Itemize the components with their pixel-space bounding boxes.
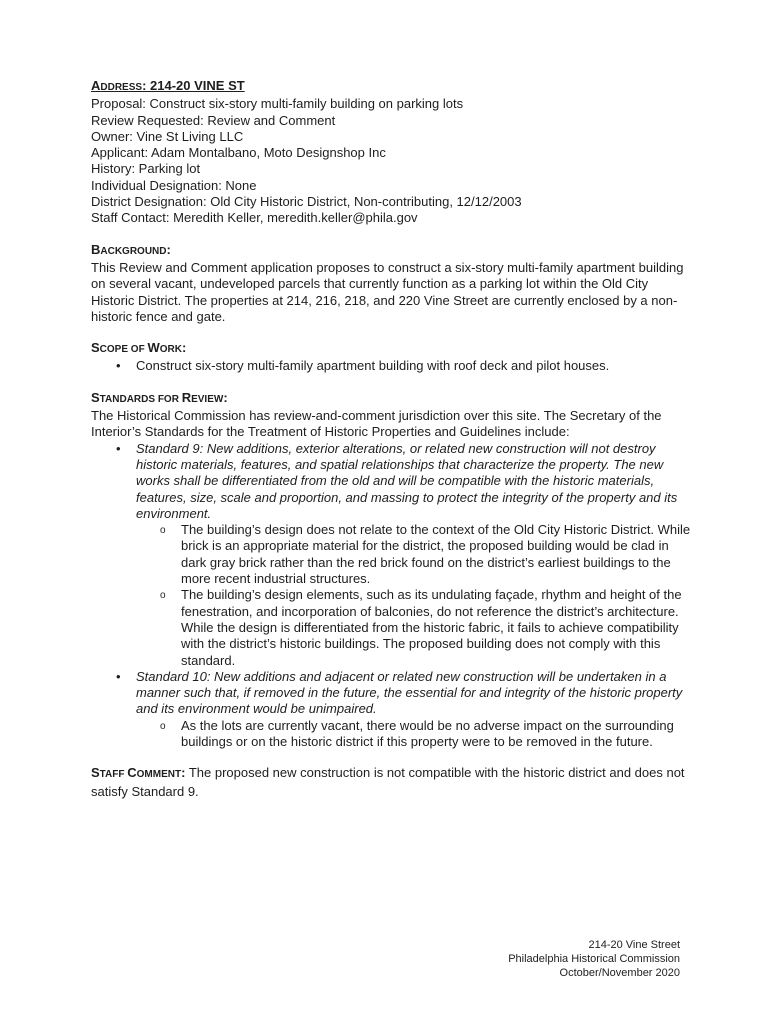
- standard-9-finding: o The building’s design elements, such as its undulating façade, rhythm and height of the fenestration, and incorporation of balconies, do not reference the district’s architecture. While the design is differentiated from the historic fabric, it fails to achieve compatibility with the district’s historic buildings. The proposed building does not comply with this standard.: [136, 587, 691, 668]
- detail-history: History: Parking lot: [91, 161, 201, 177]
- staff-comment-heading: STAFF COMMENT:: [91, 765, 186, 781]
- background-heading: BACKGROUND:: [91, 241, 171, 257]
- standards-intro: The Historical Commission has review-and-comment jurisdiction over this site. The Secretary of the Interior’s Standards for the Treatment of Historic Properties and Guidelines include:: [91, 408, 662, 440]
- staff-comment-text: The proposed new construction is not compatible with the historic district and does not satisfy Standard 9.: [91, 765, 685, 799]
- standard-9-text: Standard 9: New additions, exterior alterations, or related new construction will not destroy historic materials, features, and spatial relationships that characterize the property. The new works shall be differentiated from the old and will be compatible with the historic materials, features, size, scale and proportion, and massing to protect the integrity of the property and its environment.: [136, 440, 678, 521]
- standards-heading: STANDARDS FOR REVIEW:: [91, 389, 228, 405]
- page-footer: [508, 938, 680, 980]
- staff-comment: [91, 765, 691, 800]
- document-body: [91, 78, 691, 800]
- footer-organization: Philadelphia Historical Commission: [508, 953, 680, 965]
- detail-district-designation: District Designation: Old City Historic District, Non-contributing, 12/12/2003: [91, 194, 522, 210]
- scope-heading: SCOPE OF WORK:: [91, 340, 187, 356]
- standard-9-item: [91, 441, 691, 669]
- address-heading: ADDRESS: 214-20 VINE ST: [91, 78, 245, 93]
- standard-10-findings: [136, 718, 691, 751]
- detail-owner: Owner: Vine St Living LLC: [91, 128, 244, 144]
- standards-list: [91, 441, 691, 751]
- standard-10-finding: o As the lots are currently vacant, there would be no adverse impact on the surrounding buildings or on the historic district if this property were to be removed in the future.: [136, 718, 691, 751]
- standard-9-finding: o The building’s design does not relate to the context of the Old City Historic District. While brick is an appropriate material for the district, the proposed building would be clad in dark gray brick rather than the red brick found on the district’s earliest buildings to the more recent industrial structures.: [136, 522, 691, 587]
- footer-date: October/November 2020: [559, 967, 680, 979]
- standard-10-item: [91, 669, 691, 750]
- scope-list: [91, 358, 691, 374]
- detail-review-requested: Review Requested: Review and Comment: [91, 112, 336, 128]
- background-text: This Review and Comment application proposes to construct a six-story multi-family apartment building on several vacant, undeveloped parcels that currently function as a parking lot within the Old City Historic District. The properties at 214, 216, 218, and 220 Vine Street are currently enclosed by a non-historic fence and gate.: [91, 259, 684, 324]
- detail-staff-contact: Staff Contact: Meredith Keller, meredith.keller@phila.gov: [91, 210, 418, 226]
- detail-individual-designation: Individual Designation: None: [91, 177, 257, 193]
- scope-item: • Construct six-story multi-family apartment building with roof deck and pilot houses.: [91, 358, 691, 374]
- standard-9-findings: [136, 522, 691, 669]
- standard-10-text: Standard 10: New additions and adjacent or related new construction will be undertaken in a manner such that, if removed in the future, the essential for and integrity of the historic property and its environment would be unimpaired.: [136, 668, 683, 717]
- detail-proposal: Proposal: Construct six-story multi-family building on parking lots: [91, 96, 464, 112]
- detail-applicant: Applicant: Adam Montalbano, Moto Designshop Inc: [91, 145, 386, 161]
- footer-address: 214-20 Vine Street: [588, 939, 680, 951]
